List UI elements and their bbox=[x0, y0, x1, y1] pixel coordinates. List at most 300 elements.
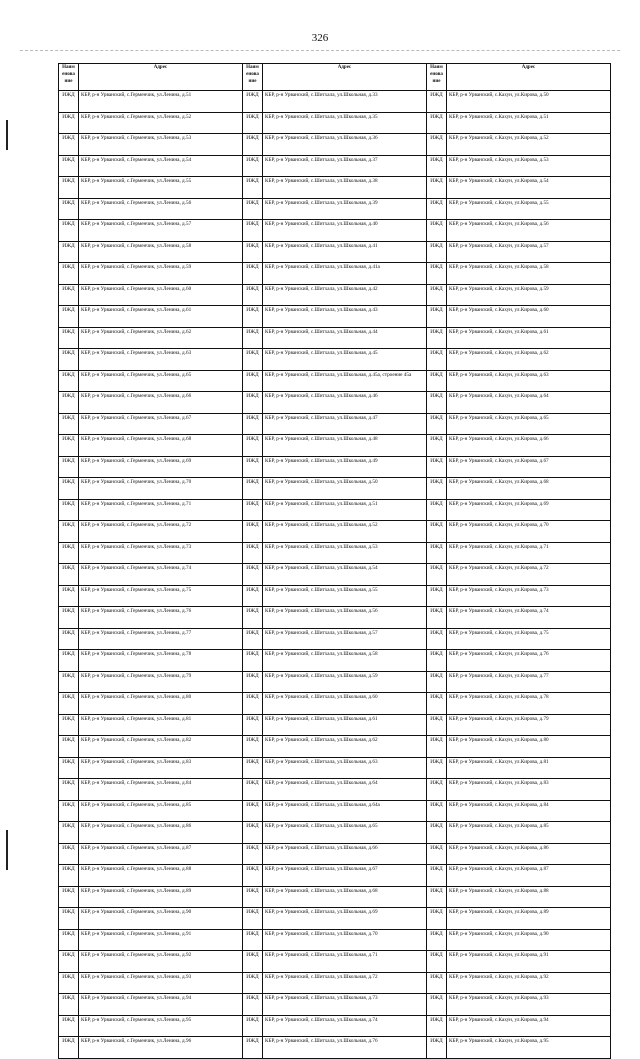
address-cell: КБР, р-н Урванский, с.Герменчик, ул.Ленина, д.96 bbox=[79, 1037, 243, 1059]
table-row bbox=[59, 843, 611, 865]
table-row bbox=[59, 585, 611, 607]
building-type-cell: ИЖД bbox=[427, 779, 447, 801]
building-type-cell: ИЖД bbox=[243, 220, 263, 242]
address-cell: КБР, р-н Урванский, с.Шитхала, ул.Школьная, д.55 bbox=[263, 585, 427, 607]
address-cell: КБР, р-н Урванский, с.Герменчик, ул.Ленина, д.94 bbox=[79, 994, 243, 1016]
address-cell: КБР, р-н Урванский, с.Кахун, ул.Кирова, д.85 bbox=[447, 822, 611, 844]
building-type-cell: ИЖД bbox=[427, 263, 447, 285]
table-row bbox=[59, 370, 611, 392]
header-address: Адрес bbox=[79, 64, 243, 91]
building-type-cell: ИЖД bbox=[427, 521, 447, 543]
building-type-cell: ИЖД bbox=[427, 392, 447, 414]
address-cell: КБР, р-н Урванский, с.Герменчик, ул.Ленина, д.77 bbox=[79, 628, 243, 650]
address-cell: КБР, р-н Урванский, с.Герменчик, ул.Ленина, д.69 bbox=[79, 456, 243, 478]
building-type-cell: ИЖД bbox=[59, 413, 79, 435]
building-type-cell: ИЖД bbox=[427, 134, 447, 156]
address-cell: КБР, р-н Урванский, с.Кахун, ул.Кирова, д.88 bbox=[447, 886, 611, 908]
address-cell: КБР, р-н Урванский, с.Шитхала, ул.Школьная, д.37 bbox=[263, 155, 427, 177]
building-type-cell: ИЖД bbox=[243, 714, 263, 736]
building-type-cell: ИЖД bbox=[243, 886, 263, 908]
building-type-cell: ИЖД bbox=[427, 585, 447, 607]
building-type-cell: ИЖД bbox=[427, 435, 447, 457]
page-number: 326 bbox=[311, 32, 329, 44]
building-type-cell: ИЖД bbox=[59, 456, 79, 478]
building-type-cell: ИЖД bbox=[243, 822, 263, 844]
address-cell: КБР, р-н Урванский, с.Герменчик, ул.Ленина, д.68 bbox=[79, 435, 243, 457]
address-cell: КБР, р-н Урванский, с.Герменчик, ул.Ленина, д.87 bbox=[79, 843, 243, 865]
building-type-cell: ИЖД bbox=[243, 241, 263, 263]
building-type-cell: ИЖД bbox=[243, 370, 263, 392]
building-type-cell: ИЖД bbox=[427, 929, 447, 951]
address-cell: КБР, р-н Урванский, с.Шитхала, ул.Школьная, д.41а bbox=[263, 263, 427, 285]
building-type-cell: ИЖД bbox=[59, 757, 79, 779]
building-type-cell: ИЖД bbox=[243, 779, 263, 801]
building-type-cell: ИЖД bbox=[59, 112, 79, 134]
address-cell: КБР, р-н Урванский, с.Герменчик, ул.Ленина, д.55 bbox=[79, 177, 243, 199]
building-type-cell: ИЖД bbox=[427, 607, 447, 629]
building-type-cell: ИЖД bbox=[427, 155, 447, 177]
address-cell: КБР, р-н Урванский, с.Герменчик, ул.Ленина, д.81 bbox=[79, 714, 243, 736]
address-cell: КБР, р-н Урванский, с.Герменчик, ул.Ленина, д.61 bbox=[79, 306, 243, 328]
building-type-cell: ИЖД bbox=[427, 736, 447, 758]
address-cell: КБР, р-н Урванский, с.Герменчик, ул.Ленина, д.74 bbox=[79, 564, 243, 586]
address-cell: КБР, р-н Урванский, с.Кахун, ул.Кирова, д.60 bbox=[447, 306, 611, 328]
table-row bbox=[59, 972, 611, 994]
building-type-cell: ИЖД bbox=[59, 951, 79, 973]
building-type-cell: ИЖД bbox=[59, 349, 79, 371]
address-cell: КБР, р-н Урванский, с.Герменчик, ул.Ленина, д.89 bbox=[79, 886, 243, 908]
address-cell: КБР, р-н Урванский, с.Шитхала, ул.Школьная, д.50 bbox=[263, 478, 427, 500]
address-cell: КБР, р-н Урванский, с.Кахун, ул.Кирова, д.74 bbox=[447, 607, 611, 629]
building-type-cell: ИЖД bbox=[59, 435, 79, 457]
address-cell: КБР, р-н Урванский, с.Шитхала, ул.Школьная, д.73 bbox=[263, 994, 427, 1016]
building-type-cell: ИЖД bbox=[427, 972, 447, 994]
building-type-cell: ИЖД bbox=[59, 714, 79, 736]
address-cell: КБР, р-н Урванский, с.Шитхала, ул.Школьная, д.74 bbox=[263, 1015, 427, 1037]
address-table-wrapper bbox=[58, 63, 610, 1059]
table-row bbox=[59, 757, 611, 779]
address-cell: КБР, р-н Урванский, с.Шитхала, ул.Школьная, д.38 bbox=[263, 177, 427, 199]
address-cell: КБР, р-н Урванский, с.Кахун, ул.Кирова, д.66 bbox=[447, 435, 611, 457]
address-cell: КБР, р-н Урванский, с.Кахун, ул.Кирова, д.87 bbox=[447, 865, 611, 887]
building-type-cell: ИЖД bbox=[427, 499, 447, 521]
building-type-cell: ИЖД bbox=[59, 628, 79, 650]
table-row bbox=[59, 284, 611, 306]
address-cell: КБР, р-н Урванский, с.Кахун, ул.Кирова, д.57 bbox=[447, 241, 611, 263]
building-type-cell: ИЖД bbox=[59, 843, 79, 865]
building-type-cell: ИЖД bbox=[59, 327, 79, 349]
address-cell: КБР, р-н Урванский, с.Герменчик, ул.Ленина, д.83 bbox=[79, 757, 243, 779]
address-cell: КБР, р-н Урванский, с.Герменчик, ул.Ленина, д.82 bbox=[79, 736, 243, 758]
building-type-cell: ИЖД bbox=[243, 865, 263, 887]
building-type-cell: ИЖД bbox=[243, 177, 263, 199]
table-row bbox=[59, 435, 611, 457]
building-type-cell: ИЖД bbox=[427, 284, 447, 306]
table-row bbox=[59, 392, 611, 414]
address-cell: КБР, р-н Урванский, с.Шитхала, ул.Школьная, д.57 bbox=[263, 628, 427, 650]
building-type-cell: ИЖД bbox=[59, 91, 79, 113]
address-cell: КБР, р-н Урванский, с.Кахун, ул.Кирова, д.86 bbox=[447, 843, 611, 865]
building-type-cell: ИЖД bbox=[59, 886, 79, 908]
building-type-cell: ИЖД bbox=[243, 585, 263, 607]
building-type-cell: ИЖД bbox=[59, 779, 79, 801]
address-cell: КБР, р-н Урванский, с.Герменчик, ул.Ленина, д.80 bbox=[79, 693, 243, 715]
table-row bbox=[59, 241, 611, 263]
address-cell: КБР, р-н Урванский, с.Шитхала, ул.Школьная, д.51 bbox=[263, 499, 427, 521]
table-row bbox=[59, 994, 611, 1016]
building-type-cell: ИЖД bbox=[59, 671, 79, 693]
table-row bbox=[59, 413, 611, 435]
building-type-cell: ИЖД bbox=[243, 929, 263, 951]
address-cell: КБР, р-н Урванский, с.Шитхала, ул.Школьная, д.67 bbox=[263, 865, 427, 887]
address-cell: КБР, р-н Урванский, с.Шитхала, ул.Школьная, д.63 bbox=[263, 757, 427, 779]
address-cell: КБР, р-н Урванский, с.Шитхала, ул.Школьная, д.76 bbox=[263, 1037, 427, 1059]
table-row bbox=[59, 886, 611, 908]
address-cell: КБР, р-н Урванский, с.Шитхала, ул.Школьная, д.45 bbox=[263, 349, 427, 371]
table-row bbox=[59, 564, 611, 586]
address-cell: КБР, р-н Урванский, с.Шитхала, ул.Школьная, д.35 bbox=[263, 112, 427, 134]
address-cell: КБР, р-н Урванский, с.Кахун, ул.Кирова, д.50 bbox=[447, 91, 611, 113]
address-cell: КБР, р-н Урванский, с.Герменчик, ул.Ленина, д.66 bbox=[79, 392, 243, 414]
address-cell: КБР, р-н Урванский, с.Кахун, ул.Кирова, д.52 bbox=[447, 134, 611, 156]
address-cell: КБР, р-н Урванский, с.Шитхала, ул.Школьная, д.56 bbox=[263, 607, 427, 629]
table-row bbox=[59, 908, 611, 930]
header-address: Адрес bbox=[263, 64, 427, 91]
address-cell: КБР, р-н Урванский, с.Шитхала, ул.Школьная, д.41 bbox=[263, 241, 427, 263]
table-row bbox=[59, 650, 611, 672]
address-cell: КБР, р-н Урванский, с.Шитхала, ул.Школьная, д.72 bbox=[263, 972, 427, 994]
building-type-cell: ИЖД bbox=[59, 1037, 79, 1059]
building-type-cell: ИЖД bbox=[427, 478, 447, 500]
scan-margin-mark bbox=[6, 120, 8, 150]
building-type-cell: ИЖД bbox=[427, 714, 447, 736]
address-cell: КБР, р-н Урванский, с.Герменчик, ул.Ленина, д.67 bbox=[79, 413, 243, 435]
address-cell: КБР, р-н Урванский, с.Кахун, ул.Кирова, д.69 bbox=[447, 499, 611, 521]
address-cell: КБР, р-н Урванский, с.Кахун, ул.Кирова, д.89 bbox=[447, 908, 611, 930]
address-cell: КБР, р-н Урванский, с.Герменчик, ул.Ленина, д.60 bbox=[79, 284, 243, 306]
address-cell: КБР, р-н Урванский, с.Герменчик, ул.Ленина, д.93 bbox=[79, 972, 243, 994]
building-type-cell: ИЖД bbox=[243, 499, 263, 521]
building-type-cell: ИЖД bbox=[427, 800, 447, 822]
address-cell: КБР, р-н Урванский, с.Герменчик, ул.Ленина, д.51 bbox=[79, 91, 243, 113]
address-cell: КБР, р-н Урванский, с.Шитхала, ул.Школьная, д.71 bbox=[263, 951, 427, 973]
address-cell: КБР, р-н Урванский, с.Шитхала, ул.Школьная, д.52 bbox=[263, 521, 427, 543]
building-type-cell: ИЖД bbox=[427, 671, 447, 693]
address-cell: КБР, р-н Урванский, с.Кахун, ул.Кирова, д.51 bbox=[447, 112, 611, 134]
address-cell: КБР, р-н Урванский, с.Кахун, ул.Кирова, д.54 bbox=[447, 177, 611, 199]
building-type-cell: ИЖД bbox=[427, 327, 447, 349]
address-cell: КБР, р-н Урванский, с.Герменчик, ул.Ленина, д.65 bbox=[79, 370, 243, 392]
building-type-cell: ИЖД bbox=[243, 951, 263, 973]
top-divider bbox=[20, 50, 620, 51]
address-cell: КБР, р-н Урванский, с.Шитхала, ул.Школьная, д.65 bbox=[263, 822, 427, 844]
table-row bbox=[59, 865, 611, 887]
address-cell: КБР, р-н Урванский, с.Шитхала, ул.Школьная, д.54 bbox=[263, 564, 427, 586]
address-cell: КБР, р-н Урванский, с.Шитхала, ул.Школьная, д.59 bbox=[263, 671, 427, 693]
building-type-cell: ИЖД bbox=[243, 671, 263, 693]
address-cell: КБР, р-н Урванский, с.Герменчик, ул.Ленина, д.75 bbox=[79, 585, 243, 607]
building-type-cell: ИЖД bbox=[427, 650, 447, 672]
building-type-cell: ИЖД bbox=[59, 155, 79, 177]
building-type-cell: ИЖД bbox=[59, 220, 79, 242]
building-type-cell: ИЖД bbox=[59, 134, 79, 156]
building-type-cell: ИЖД bbox=[243, 155, 263, 177]
building-type-cell: ИЖД bbox=[59, 370, 79, 392]
address-cell: КБР, р-н Урванский, с.Шитхала, ул.Школьная, д.49 bbox=[263, 456, 427, 478]
building-type-cell: ИЖД bbox=[243, 972, 263, 994]
building-type-cell: ИЖД bbox=[427, 1037, 447, 1059]
table-row bbox=[59, 349, 611, 371]
address-cell: КБР, р-н Урванский, с.Кахун, ул.Кирова, д.73 bbox=[447, 585, 611, 607]
building-type-cell: ИЖД bbox=[59, 521, 79, 543]
address-cell: КБР, р-н Урванский, с.Шитхала, ул.Школьная, д.46 bbox=[263, 392, 427, 414]
address-cell: КБР, р-н Урванский, с.Кахун, ул.Кирова, д.95 bbox=[447, 1037, 611, 1059]
address-cell: КБР, р-н Урванский, с.Герменчик, ул.Ленина, д.79 bbox=[79, 671, 243, 693]
table-row bbox=[59, 134, 611, 156]
address-cell: КБР, р-н Урванский, с.Герменчик, ул.Ленина, д.84 bbox=[79, 779, 243, 801]
building-type-cell: ИЖД bbox=[427, 349, 447, 371]
building-type-cell: ИЖД bbox=[59, 908, 79, 930]
address-cell: КБР, р-н Урванский, с.Герменчик, ул.Ленина, д.88 bbox=[79, 865, 243, 887]
address-cell: КБР, р-н Урванский, с.Герменчик, ул.Ленина, д.57 bbox=[79, 220, 243, 242]
address-cell: КБР, р-н Урванский, с.Герменчик, ул.Ленина, д.90 bbox=[79, 908, 243, 930]
table-row bbox=[59, 198, 611, 220]
address-cell: КБР, р-н Урванский, с.Герменчик, ул.Ленина, д.58 bbox=[79, 241, 243, 263]
address-cell: КБР, р-н Урванский, с.Кахун, ул.Кирова, д.64 bbox=[447, 392, 611, 414]
address-cell: КБР, р-н Урванский, с.Кахун, ул.Кирова, д.75 bbox=[447, 628, 611, 650]
building-type-cell: ИЖД bbox=[59, 865, 79, 887]
address-cell: КБР, р-н Урванский, с.Шитхала, ул.Школьная, д.47 bbox=[263, 413, 427, 435]
building-type-cell: ИЖД bbox=[243, 435, 263, 457]
building-type-cell: ИЖД bbox=[59, 736, 79, 758]
address-cell: КБР, р-н Урванский, с.Кахун, ул.Кирова, д.59 bbox=[447, 284, 611, 306]
address-cell: КБР, р-н Урванский, с.Герменчик, ул.Ленина, д.91 bbox=[79, 929, 243, 951]
building-type-cell: ИЖД bbox=[59, 693, 79, 715]
address-cell: КБР, р-н Урванский, с.Герменчик, ул.Ленина, д.95 bbox=[79, 1015, 243, 1037]
building-type-cell: ИЖД bbox=[243, 327, 263, 349]
building-type-cell: ИЖД bbox=[243, 521, 263, 543]
table-row bbox=[59, 607, 611, 629]
table-row bbox=[59, 306, 611, 328]
building-type-cell: ИЖД bbox=[427, 413, 447, 435]
address-cell: КБР, р-н Урванский, с.Кахун, ул.Кирова, д.94 bbox=[447, 1015, 611, 1037]
table-row bbox=[59, 951, 611, 973]
building-type-cell: ИЖД bbox=[59, 1015, 79, 1037]
building-type-cell: ИЖД bbox=[243, 693, 263, 715]
address-cell: КБР, р-н Урванский, с.Шитхала, ул.Школьная, д.60 bbox=[263, 693, 427, 715]
address-cell: КБР, р-н Урванский, с.Кахун, ул.Кирова, д.77 bbox=[447, 671, 611, 693]
address-cell: КБР, р-н Урванский, с.Герменчик, ул.Ленина, д.71 bbox=[79, 499, 243, 521]
address-cell: КБР, р-н Урванский, с.Герменчик, ул.Ленина, д.86 bbox=[79, 822, 243, 844]
building-type-cell: ИЖД bbox=[243, 1037, 263, 1059]
building-type-cell: ИЖД bbox=[427, 951, 447, 973]
building-type-cell: ИЖД bbox=[243, 134, 263, 156]
building-type-cell: ИЖД bbox=[427, 1015, 447, 1037]
table-body bbox=[59, 91, 611, 1059]
address-cell: КБР, р-н Урванский, с.Шитхала, ул.Школьная, д.48 bbox=[263, 435, 427, 457]
building-type-cell: ИЖД bbox=[427, 306, 447, 328]
building-type-cell: ИЖД bbox=[59, 263, 79, 285]
building-type-cell: ИЖД bbox=[243, 349, 263, 371]
building-type-cell: ИЖД bbox=[59, 306, 79, 328]
table-row bbox=[59, 499, 611, 521]
address-cell: КБР, р-н Урванский, с.Кахун, ул.Кирова, д.56 bbox=[447, 220, 611, 242]
address-cell: КБР, р-н Урванский, с.Кахун, ул.Кирова, д.63 bbox=[447, 370, 611, 392]
building-type-cell: ИЖД bbox=[427, 241, 447, 263]
table-row bbox=[59, 693, 611, 715]
building-type-cell: ИЖД bbox=[59, 929, 79, 951]
address-cell: КБР, р-н Урванский, с.Герменчик, ул.Ленина, д.70 bbox=[79, 478, 243, 500]
table-row bbox=[59, 822, 611, 844]
table-row bbox=[59, 736, 611, 758]
building-type-cell: ИЖД bbox=[427, 822, 447, 844]
table-row bbox=[59, 177, 611, 199]
building-type-cell: ИЖД bbox=[243, 800, 263, 822]
address-cell: КБР, р-н Урванский, с.Кахун, ул.Кирова, д.72 bbox=[447, 564, 611, 586]
address-cell: КБР, р-н Урванский, с.Шитхала, ул.Школьная, д.45а, строение 45а bbox=[263, 370, 427, 392]
building-type-cell: ИЖД bbox=[243, 564, 263, 586]
table-row bbox=[59, 671, 611, 693]
address-cell: КБР, р-н Урванский, с.Кахун, ул.Кирова, д.70 bbox=[447, 521, 611, 543]
building-type-cell: ИЖД bbox=[243, 757, 263, 779]
building-type-cell: ИЖД bbox=[59, 650, 79, 672]
building-type-cell: ИЖД bbox=[243, 908, 263, 930]
address-cell: КБР, р-н Урванский, с.Герменчик, ул.Ленина, д.56 bbox=[79, 198, 243, 220]
table-row bbox=[59, 929, 611, 951]
building-type-cell: ИЖД bbox=[243, 736, 263, 758]
building-type-cell: ИЖД bbox=[427, 198, 447, 220]
table-row bbox=[59, 478, 611, 500]
building-type-cell: ИЖД bbox=[59, 499, 79, 521]
table-header-row bbox=[59, 64, 611, 91]
building-type-cell: ИЖД bbox=[427, 91, 447, 113]
address-table bbox=[58, 63, 611, 1059]
table-row bbox=[59, 263, 611, 285]
address-cell: КБР, р-н Урванский, с.Шитхала, ул.Школьная, д.66 bbox=[263, 843, 427, 865]
building-type-cell: ИЖД bbox=[243, 413, 263, 435]
address-cell: КБР, р-н Урванский, с.Кахун, ул.Кирова, д.93 bbox=[447, 994, 611, 1016]
address-cell: КБР, р-н Урванский, с.Кахун, ул.Кирова, д.61 bbox=[447, 327, 611, 349]
address-cell: КБР, р-н Урванский, с.Герменчик, ул.Ленина, д.62 bbox=[79, 327, 243, 349]
address-cell: КБР, р-н Урванский, с.Шитхала, ул.Школьная, д.36 bbox=[263, 134, 427, 156]
address-cell: КБР, р-н Урванский, с.Кахун, ул.Кирова, д.71 bbox=[447, 542, 611, 564]
building-type-cell: ИЖД bbox=[59, 994, 79, 1016]
address-cell: КБР, р-н Урванский, с.Кахун, ул.Кирова, д.65 bbox=[447, 413, 611, 435]
table-row bbox=[59, 628, 611, 650]
address-cell: КБР, р-н Урванский, с.Герменчик, ул.Ленина, д.76 bbox=[79, 607, 243, 629]
building-type-cell: ИЖД bbox=[243, 284, 263, 306]
address-cell: КБР, р-н Урванский, с.Шитхала, ул.Школьная, д.43 bbox=[263, 306, 427, 328]
header-kind: Наим енова ние bbox=[59, 64, 79, 91]
building-type-cell: ИЖД bbox=[427, 177, 447, 199]
building-type-cell: ИЖД bbox=[243, 306, 263, 328]
building-type-cell: ИЖД bbox=[243, 91, 263, 113]
building-type-cell: ИЖД bbox=[59, 972, 79, 994]
address-cell: КБР, р-н Урванский, с.Кахун, ул.Кирова, д.81 bbox=[447, 757, 611, 779]
address-cell: КБР, р-н Урванский, с.Шитхала, ул.Школьная, д.53 bbox=[263, 542, 427, 564]
building-type-cell: ИЖД bbox=[243, 392, 263, 414]
address-cell: КБР, р-н Урванский, с.Кахун, ул.Кирова, д.55 bbox=[447, 198, 611, 220]
building-type-cell: ИЖД bbox=[59, 241, 79, 263]
header-address: Адрес bbox=[447, 64, 611, 91]
building-type-cell: ИЖД bbox=[59, 542, 79, 564]
table-row bbox=[59, 112, 611, 134]
address-cell: КБР, р-н Урванский, с.Шитхала, ул.Школьная, д.33 bbox=[263, 91, 427, 113]
address-cell: КБР, р-н Урванский, с.Кахун, ул.Кирова, д.80 bbox=[447, 736, 611, 758]
address-cell: КБР, р-н Урванский, с.Кахун, ул.Кирова, д.58 bbox=[447, 263, 611, 285]
building-type-cell: ИЖД bbox=[243, 628, 263, 650]
building-type-cell: ИЖД bbox=[59, 284, 79, 306]
address-cell: КБР, р-н Урванский, с.Герменчик, ул.Ленина, д.54 bbox=[79, 155, 243, 177]
address-cell: КБР, р-н Урванский, с.Шитхала, ул.Школьная, д.44 bbox=[263, 327, 427, 349]
building-type-cell: ИЖД bbox=[59, 392, 79, 414]
building-type-cell: ИЖД bbox=[59, 198, 79, 220]
building-type-cell: ИЖД bbox=[59, 822, 79, 844]
address-cell: КБР, р-н Урванский, с.Шитхала, ул.Школьная, д.70 bbox=[263, 929, 427, 951]
address-cell: КБР, р-н Урванский, с.Шитхала, ул.Школьная, д.62 bbox=[263, 736, 427, 758]
building-type-cell: ИЖД bbox=[427, 693, 447, 715]
building-type-cell: ИЖД bbox=[59, 585, 79, 607]
building-type-cell: ИЖД bbox=[243, 542, 263, 564]
building-type-cell: ИЖД bbox=[243, 650, 263, 672]
address-cell: КБР, р-н Урванский, с.Шитхала, ул.Школьная, д.69 bbox=[263, 908, 427, 930]
address-cell: КБР, р-н Урванский, с.Кахун, ул.Кирова, д.76 bbox=[447, 650, 611, 672]
address-cell: КБР, р-н Урванский, с.Шитхала, ул.Школьная, д.58 bbox=[263, 650, 427, 672]
building-type-cell: ИЖД bbox=[243, 478, 263, 500]
table-row bbox=[59, 779, 611, 801]
address-cell: КБР, р-н Урванский, с.Кахун, ул.Кирова, д.90 bbox=[447, 929, 611, 951]
address-cell: КБР, р-н Урванский, с.Шитхала, ул.Школьная, д.64 bbox=[263, 779, 427, 801]
building-type-cell: ИЖД bbox=[427, 370, 447, 392]
table-row bbox=[59, 155, 611, 177]
address-cell: КБР, р-н Урванский, с.Кахун, ул.Кирова, д.62 bbox=[447, 349, 611, 371]
building-type-cell: ИЖД bbox=[243, 198, 263, 220]
address-cell: КБР, р-н Урванский, с.Герменчик, ул.Ленина, д.73 bbox=[79, 542, 243, 564]
address-cell: КБР, р-н Урванский, с.Кахун, ул.Кирова, д.84 bbox=[447, 800, 611, 822]
building-type-cell: ИЖД bbox=[427, 994, 447, 1016]
table-row bbox=[59, 714, 611, 736]
table-row bbox=[59, 1037, 611, 1059]
address-cell: КБР, р-н Урванский, с.Шитхала, ул.Школьная, д.68 bbox=[263, 886, 427, 908]
building-type-cell: ИЖД bbox=[243, 112, 263, 134]
building-type-cell: ИЖД bbox=[427, 220, 447, 242]
address-cell: КБР, р-н Урванский, с.Кахун, ул.Кирова, д.68 bbox=[447, 478, 611, 500]
table-row bbox=[59, 542, 611, 564]
address-cell: КБР, р-н Урванский, с.Герменчик, ул.Ленина, д.52 bbox=[79, 112, 243, 134]
address-cell: КБР, р-н Урванский, с.Кахун, ул.Кирова, д.53 bbox=[447, 155, 611, 177]
address-cell: КБР, р-н Урванский, с.Кахун, ул.Кирова, д.83 bbox=[447, 779, 611, 801]
scan-margin-mark bbox=[6, 830, 8, 870]
address-cell: КБР, р-н Урванский, с.Кахун, ул.Кирова, д.78 bbox=[447, 693, 611, 715]
table-row bbox=[59, 220, 611, 242]
building-type-cell: ИЖД bbox=[243, 843, 263, 865]
table-row bbox=[59, 800, 611, 822]
building-type-cell: ИЖД bbox=[427, 628, 447, 650]
building-type-cell: ИЖД bbox=[427, 886, 447, 908]
building-type-cell: ИЖД bbox=[427, 564, 447, 586]
header-kind: Наим енова ние bbox=[243, 64, 263, 91]
building-type-cell: ИЖД bbox=[427, 865, 447, 887]
building-type-cell: ИЖД bbox=[427, 908, 447, 930]
building-type-cell: ИЖД bbox=[59, 607, 79, 629]
building-type-cell: ИЖД bbox=[243, 994, 263, 1016]
building-type-cell: ИЖД bbox=[427, 843, 447, 865]
building-type-cell: ИЖД bbox=[243, 1015, 263, 1037]
address-cell: КБР, р-н Урванский, с.Герменчик, ул.Ленина, д.72 bbox=[79, 521, 243, 543]
address-cell: КБР, р-н Урванский, с.Шитхала, ул.Школьная, д.42 bbox=[263, 284, 427, 306]
table-row bbox=[59, 521, 611, 543]
address-cell: КБР, р-н Урванский, с.Шитхала, ул.Школьная, д.40 bbox=[263, 220, 427, 242]
